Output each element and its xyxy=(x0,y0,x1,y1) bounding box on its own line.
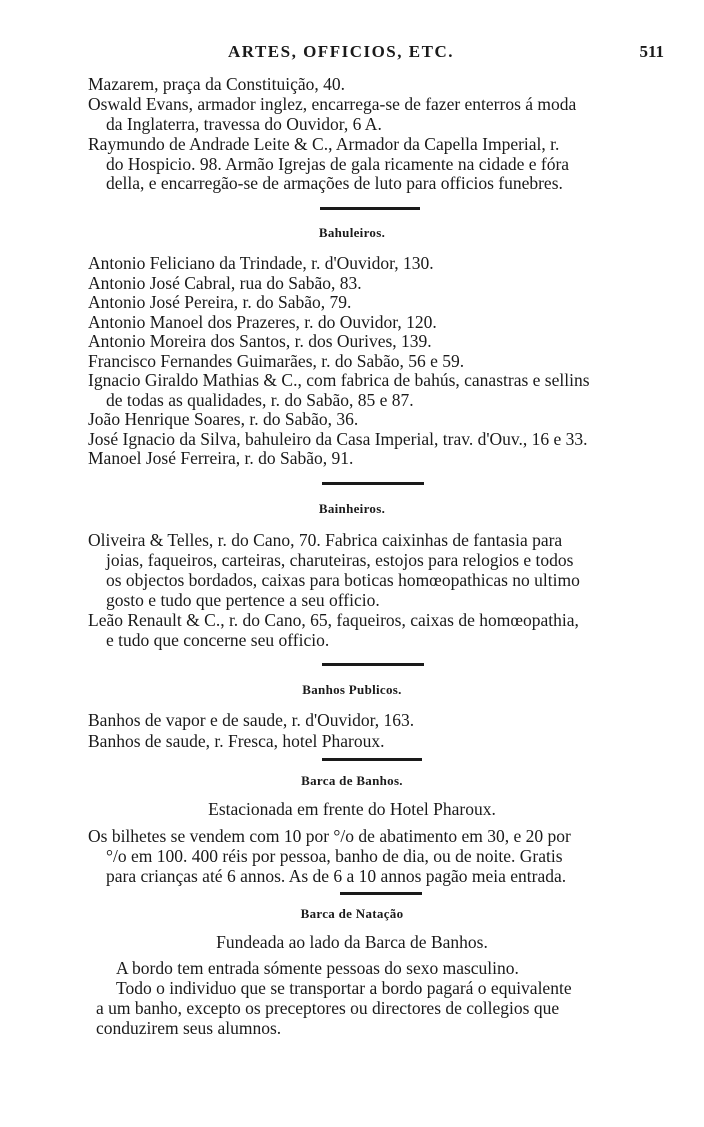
list-item: para crianças até 6 annos. As de 6 a 10 annos pagão meia entrada. xyxy=(106,866,567,886)
list-item: Banhos de vapor e de saude, r. d'Ouvidor, 163. xyxy=(88,710,415,730)
list-item: Antonio José Pereira, r. do Sabão, 79. xyxy=(88,292,352,312)
page-header xyxy=(88,42,664,68)
list-item: Todo o individuo que se transportar a bordo pagará o equivalente xyxy=(116,978,572,998)
list-item: Antonio Manoel dos Prazeres, r. do Ouvidor, 120. xyxy=(88,312,437,332)
section-rule xyxy=(322,482,424,485)
text-line: da Inglaterra, travessa do Ouvidor, 6 A. xyxy=(106,114,382,134)
running-head: ARTES, OFFICIOS, ETC. xyxy=(228,42,454,61)
list-item: conduzirem seus alumnos. xyxy=(96,1018,282,1038)
page-number: 511 xyxy=(639,42,664,61)
text-line: do Hospicio. 98. Armão Igrejas de gala ricamente na cidade e fóra xyxy=(106,154,570,174)
section-heading: Bahuleiros. xyxy=(318,225,386,240)
section-heading: Bainheiros. xyxy=(318,501,386,516)
section-heading: Banhos Publicos. xyxy=(302,682,402,697)
section-rule xyxy=(320,207,420,210)
list-item: Os bilhetes se vendem com 10 por °/o de abatimento em 30, e 20 por xyxy=(88,826,571,846)
list-item: joias, faqueiros, carteiras, charuteiras, estojos para relogios e todos xyxy=(106,550,574,570)
list-item: de todas as qualidades, r. do Sabão, 85 e 87. xyxy=(106,390,414,410)
list-item: °/o em 100. 400 réis por pessoa, banho de dia, ou de noite. Gratis xyxy=(106,846,563,866)
list-item: José Ignacio da Silva, bahuleiro da Casa Imperial, trav. d'Ouv., 16 e 33. xyxy=(88,429,588,449)
section-subtitle: Fundeada ao lado da Barca de Banhos. xyxy=(216,932,488,952)
list-item: e tudo que concerne seu officio. xyxy=(106,630,330,650)
section-rule xyxy=(322,758,422,761)
list-item: Leão Renault & C., r. do Cano, 65, faqueiros, caixas de homœopathia, xyxy=(88,610,579,630)
list-item: Antonio Moreira dos Santos, r. dos Ourives, 139. xyxy=(88,331,432,351)
section-rule xyxy=(340,892,422,895)
text-line: Raymundo de Andrade Leite & C., Armador da Capella Imperial, r. xyxy=(88,134,560,154)
text-line: Oswald Evans, armador inglez, encarrega-se de fazer enterros á moda xyxy=(88,94,577,114)
list-item: Banhos de saude, r. Fresca, hotel Pharoux. xyxy=(88,731,385,751)
section-heading: Barca de Banhos. xyxy=(301,773,403,788)
text-line: Mazarem, praça da Constituição, 40. xyxy=(88,74,346,94)
list-item: Francisco Fernandes Guimarães, r. do Sabão, 56 e 59. xyxy=(88,351,465,371)
list-item: os objectos bordados, caixas para boticas homœopathicas no ultimo xyxy=(106,570,580,590)
text-line: della, e encarregão-se de armações de luto para officios funebres. xyxy=(106,173,563,193)
list-item: A bordo tem entrada sómente pessoas do sexo masculino. xyxy=(116,958,519,978)
section-rule xyxy=(322,663,424,666)
list-item: Antonio Feliciano da Trindade, r. d'Ouvidor, 130. xyxy=(88,253,434,273)
list-item: a um banho, excepto os preceptores ou directores de collegios que xyxy=(96,998,560,1018)
list-item: gosto e tudo que pertence a seu officio. xyxy=(106,590,380,610)
section-subtitle: Estacionada em frente do Hotel Pharoux. xyxy=(208,799,496,819)
list-item: Manoel José Ferreira, r. do Sabão, 91. xyxy=(88,448,354,468)
list-item: Ignacio Giraldo Mathias & C., com fabrica de bahús, canastras e sellins xyxy=(88,370,590,390)
list-item: Oliveira & Telles, r. do Cano, 70. Fabrica caixinhas de fantasia para xyxy=(88,530,563,550)
list-item: João Henrique Soares, r. do Sabão, 36. xyxy=(88,409,359,429)
list-item: Antonio José Cabral, rua do Sabão, 83. xyxy=(88,273,362,293)
section-heading: Barca de Natação xyxy=(300,906,404,921)
